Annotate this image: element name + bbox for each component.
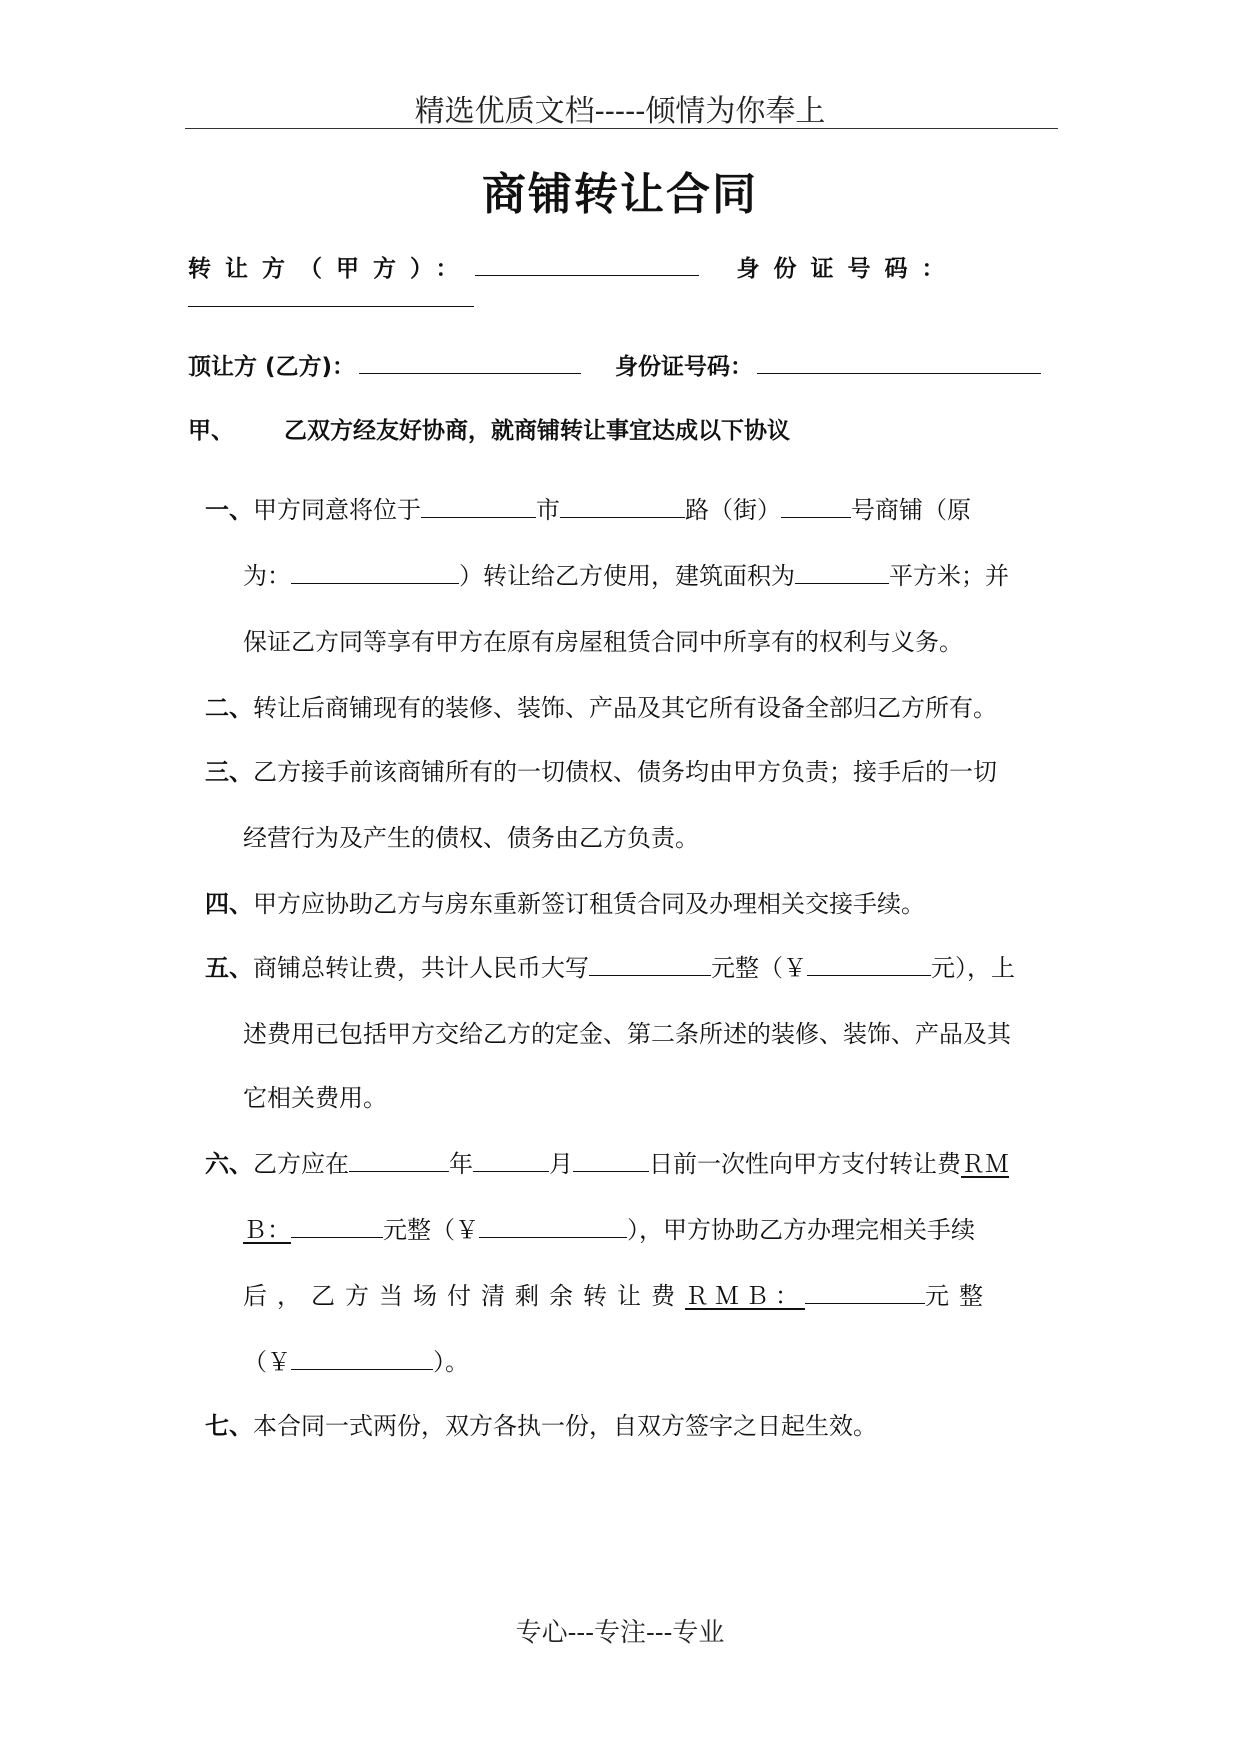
clause-1-text: 为：	[243, 562, 291, 590]
clause-1-number: 一、	[205, 496, 253, 524]
total-fee-words-blank[interactable]	[589, 953, 711, 976]
first-payment-amount-blank[interactable]	[479, 1215, 627, 1238]
clause-5-line-1	[205, 948, 1015, 983]
clause-2	[205, 688, 997, 723]
clause-5-line-2: 述费用已包括甲方交给乙方的定金、第二条所述的装修、装饰、产品及其	[243, 1020, 1011, 1048]
clause-6-text: 年	[449, 1150, 473, 1178]
clause-1-text: 甲方同意将位于	[253, 496, 421, 524]
clause-6-text: 月	[549, 1150, 573, 1178]
transferor-id-label: 身份证号码：	[736, 256, 959, 282]
road-blank[interactable]	[560, 495, 685, 518]
clause-5-text: 商铺总转让费，共计人民币大写	[253, 954, 589, 982]
page-header: 精选优质文档-----倾情为你奉上	[414, 94, 826, 129]
remaining-payment-amount-blank[interactable]	[291, 1347, 433, 1370]
clause-3-number: 三、	[205, 758, 253, 786]
total-fee-amount-blank[interactable]	[807, 953, 931, 976]
transferee-label: 顶让方 (乙方)：	[188, 354, 356, 380]
transferor-id-blank[interactable]	[188, 284, 474, 307]
clause-6-line-1	[205, 1144, 1009, 1179]
clause-6-text: 元整	[925, 1282, 993, 1310]
party-a-row	[188, 250, 959, 283]
remaining-payment-blank[interactable]	[805, 1281, 925, 1304]
clause-4-number: 四、	[205, 890, 253, 918]
clause-6-text: 元整（￥	[383, 1216, 479, 1244]
intro-jia: 甲、	[188, 418, 234, 444]
clause-6-text: ）。	[433, 1348, 469, 1376]
clause-7	[205, 1406, 877, 1441]
clause-2-number: 二、	[205, 694, 253, 722]
clause-3-text: 乙方接手前该商铺所有的一切债权、债务均由甲方负责；接手后的一切	[253, 758, 997, 786]
clause-6-text: 日前一次性向甲方支付转让费	[649, 1150, 961, 1178]
clause-3-line-2: 经营行为及产生的债权、债务由乙方负责。	[243, 824, 699, 852]
clause-6-line-4	[243, 1342, 469, 1377]
city-blank[interactable]	[421, 495, 536, 518]
clause-7-number: 七、	[205, 1412, 253, 1440]
clause-5-line-3: 它相关费用。	[243, 1084, 387, 1112]
clause-1-line-1	[205, 490, 971, 525]
transferee-name-blank[interactable]	[359, 351, 581, 374]
former-name-blank[interactable]	[291, 561, 459, 584]
clause-1-text: ）转让给乙方使用，建筑面积为	[459, 562, 795, 590]
transferor-label: 转让方（甲方）：	[188, 256, 473, 282]
clause-2-text: 转让后商铺现有的装修、装饰、产品及其它所有设备全部归乙方所有。	[253, 694, 997, 722]
header-divider	[185, 128, 1058, 129]
clause-1-text: 号商铺（原	[851, 496, 971, 524]
clause-6-number: 六、	[205, 1150, 253, 1178]
clause-6-line-3	[243, 1276, 993, 1311]
clause-6-rmb: Ｂ：	[243, 1216, 291, 1244]
clause-5-text: 元整（￥	[711, 954, 807, 982]
transferee-id-label: 身份证号码：	[615, 354, 754, 380]
intro-text: 乙双方经友好协商，就商铺转让事宜达成以下协议	[284, 418, 790, 444]
first-payment-blank[interactable]	[291, 1215, 383, 1238]
clause-5-text: 元），上	[931, 954, 1015, 982]
clause-6-text: （￥	[243, 1348, 291, 1376]
clause-1-text: 市	[536, 496, 560, 524]
clause-1-line-2	[243, 556, 1009, 591]
day-blank[interactable]	[573, 1149, 649, 1172]
clause-1-text: 平方米；并	[889, 562, 1009, 590]
clause-6-text: ），甲方协助乙方办理完相关手续	[627, 1216, 975, 1244]
clause-6-text: 后，乙方当场付清剩余转让费	[243, 1282, 685, 1310]
page-footer: 专心---专注---专业	[515, 1618, 725, 1648]
number-blank[interactable]	[781, 495, 851, 518]
clause-1-text: 路（街）	[685, 496, 781, 524]
clause-6-rmb: ＲＭ	[961, 1150, 1009, 1178]
clause-7-text: 本合同一式两份，双方各执一份，自双方签字之日起生效。	[253, 1412, 877, 1440]
clause-6-line-2	[243, 1210, 975, 1245]
clause-3-line-1	[205, 752, 997, 787]
clause-6-text: 乙方应在	[253, 1150, 349, 1178]
clause-4-text: 甲方应协助乙方与房东重新签订租赁合同及办理相关交接手续。	[253, 890, 925, 918]
clause-1-line-3: 保证乙方同等享有甲方在原有房屋租赁合同中所享有的权利与义务。	[243, 628, 963, 656]
clause-6-rmb: ＲＭＢ：	[685, 1282, 805, 1310]
document-title: 商铺转让合同	[482, 169, 758, 220]
clause-5-number: 五、	[205, 954, 253, 982]
month-blank[interactable]	[473, 1149, 549, 1172]
transferee-id-blank[interactable]	[757, 351, 1041, 374]
clause-4	[205, 884, 925, 919]
transferor-name-blank[interactable]	[475, 253, 699, 276]
intro-line	[188, 412, 790, 445]
year-blank[interactable]	[349, 1149, 449, 1172]
area-blank[interactable]	[795, 561, 889, 584]
party-b-row	[188, 348, 1041, 381]
